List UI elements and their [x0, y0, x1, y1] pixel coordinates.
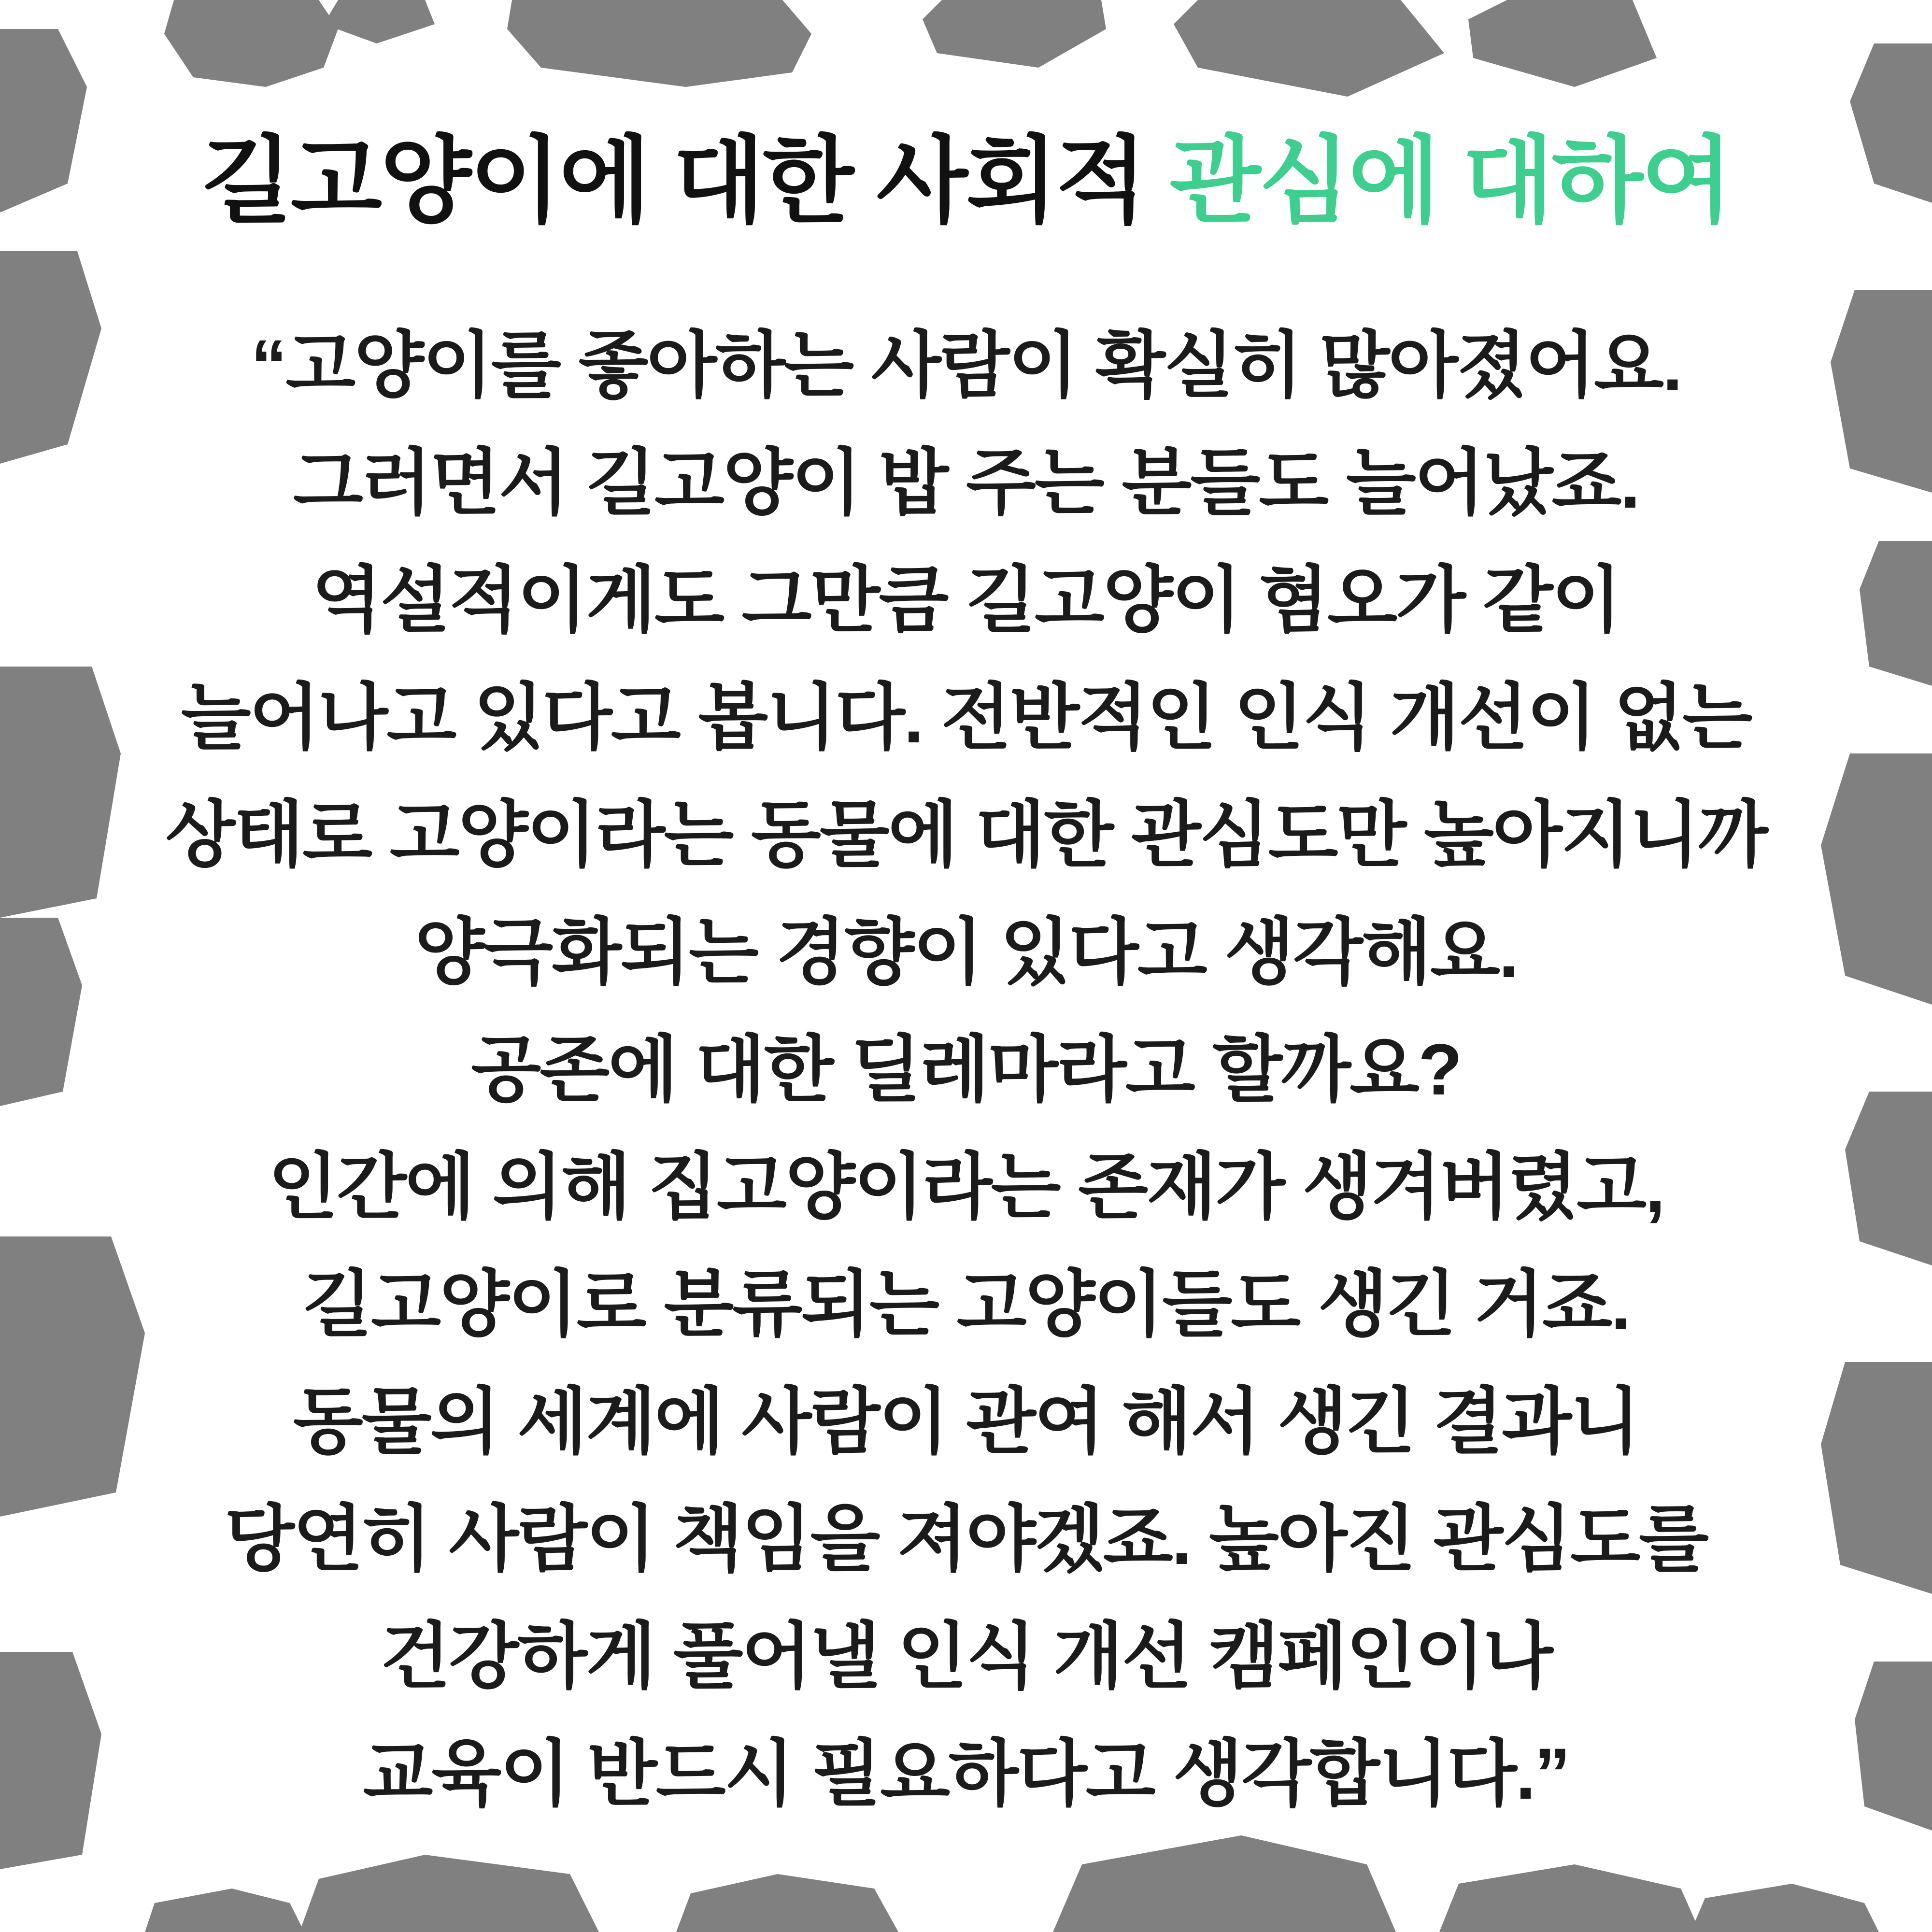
quote-line: 길고양이로 분류되는 고양이들도 생긴 거죠. [302, 1263, 1630, 1345]
quote-line: 동물의 세계에 사람이 관여 해서 생긴 결과니 [293, 1380, 1639, 1462]
quote-line: 역설적이게도 그만큼 길고양이 혐오가 같이 [312, 559, 1620, 640]
quote-line: 그러면서 길고양이 밥 주는 분들도 늘어났죠. [293, 441, 1639, 523]
quote-body [87, 307, 1845, 1833]
page-title-main: 길고양이에 대한 사회적 [201, 128, 1170, 234]
quote-line: 상태로 고양이라는 동물에 대한 관심도만 높아지니까 [165, 794, 1767, 875]
quote-line: “고양이를 좋아하는 사람이 확실히 많아졌어요. [251, 324, 1681, 406]
page-title-accent: 관심에 대하여 [1169, 128, 1731, 234]
quote-line: 교육이 반드시 필요하다고 생각합니다.” [363, 1733, 1569, 1814]
page-title [121, 128, 1811, 234]
quote-line: 당연히 사람이 책임을 져야겠죠. 높아진 관심도를 [224, 1498, 1708, 1579]
quote-line: 건강하게 풀어낼 인식 개선 캠페인이나 [380, 1615, 1552, 1697]
quote-line: 인간에 의해 집고양이라는 존재가 생겨버렸고, [268, 1146, 1664, 1227]
quote-line: 공존에 대한 딜레마라고 할까요? [471, 1028, 1461, 1110]
quote-line: 늘어나고 있다고 봅니다. 전반적인 인식 개선이 없는 [181, 676, 1751, 758]
quote-line: 양극화되는 경향이 있다고 생각해요. [414, 911, 1518, 993]
